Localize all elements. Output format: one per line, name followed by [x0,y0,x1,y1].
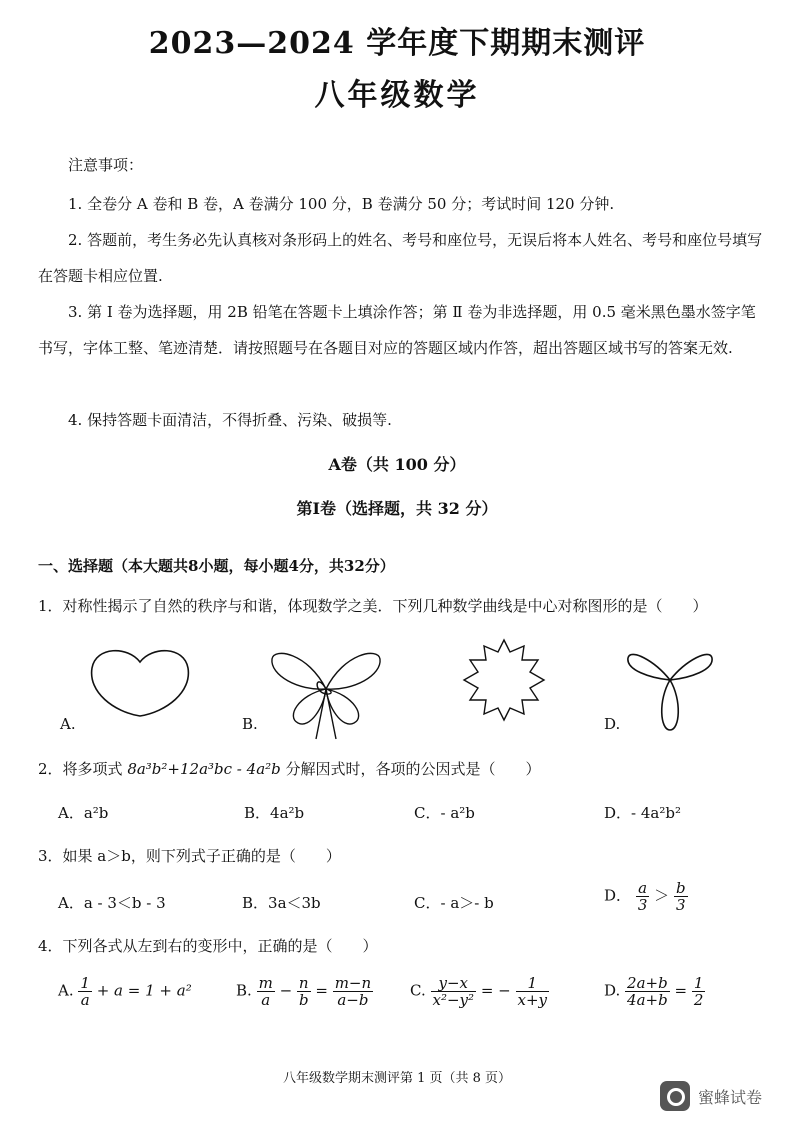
note-1: 1. 全卷分 A 卷和 B 卷，A 卷满分 100 分，B 卷满分 50 分；考试时间 120 分钟. [68,195,615,213]
note-2: 2. 答题前，考生务必先认真核对条形码上的姓名、考号和座位号，无误后将本人姓名、考号和座位号填写在答题卡相应位置. [38,231,763,285]
q4-option-a: A. $\frac{1}{a}$ + a = 1 + a² [58,974,192,1009]
cardioid-curve [88,640,192,720]
q4-a-rest: + a = 1 + a² [96,981,192,1000]
question-4-stem: 4．下列各式从左到右的变形中，正确的是（ ） [38,937,378,955]
q2-stem-pre: 2．将多项式 [38,760,128,778]
q3-option-a: A．a - 3＜b - 3 [58,894,166,912]
q4-option-d: D. $\frac{2a+b}{4a+b}$ = $\frac{1}{2}$ [604,974,704,1009]
watermark-logo-icon [660,1081,690,1111]
question-2-stem [38,758,541,779]
koch-snowflake [460,636,548,724]
q1-option-b-label: B. [242,715,258,733]
notes-heading: 注意事项： [68,156,144,174]
q2-option-a: A．a²b [58,804,109,822]
q3-option-b: B．3a＜3b [242,894,321,912]
exam-title: 2023—2024 学年度下期期末测评 [148,26,646,61]
q3-d-operator: ＞ [654,886,670,905]
q2-option-b: B．4a²b [244,804,305,822]
exam-subject: 八年级数学 [314,78,480,113]
q4-option-c: C. $\frac{y-x}{\text{x²−y²}}$ = − $\frac{1}{x+y}$ [410,974,548,1009]
q4-a-fraction: $\frac{1}{a}$ [80,974,90,1009]
q1-option-a-label: A. [60,715,76,733]
part-one-heading: 第Ⅰ卷（选择题，共 32 分） [296,499,498,518]
note-3: 3. 第 Ⅰ 卷为选择题，用 2B 铅笔在答题卡上填涂作答；第 Ⅱ 卷为非选择题，用 0.5 毫米黑色墨水签字笔书写，字体工整、笔迹清楚．请按照题号在各题目对应的答题区域内作答，超出答题区域书写的答案无效. [38,303,756,357]
watermark-text: 蜜蜂试卷 [698,1087,763,1107]
question-1-stem: 1．对称性揭示了自然的秩序与和谐，体现数学之美．下列几种数学曲线是中心对称图形的是（ ） [38,597,708,615]
page-footer: 八年级数学期末测评第 1 页（共 8 页） [282,1071,512,1086]
trefoil-curve [624,640,716,732]
q2-stem-post: 分解因式时，各项的公因式是（ ） [280,760,541,778]
q3-d-left-fraction: $\frac{a}{3}$ [637,879,648,914]
q4-option-b: B. $\frac{m}{a}$ − $\frac{n}{b}$ = $\frac{m-n}{a-b}$ [236,974,372,1009]
q2-option-d: D．- 4a²b² [604,804,681,822]
q3-d-right-fraction: $\frac{b}{3}$ [675,879,686,914]
q3-d-label: D． [604,886,632,905]
watermark [660,1081,762,1111]
q1-option-d-label: D. [604,715,621,733]
question-3-stem: 3．如果 a＞b，则下列式子正确的是（ ） [38,847,341,865]
q3-option-c: C．- a＞- b [414,894,494,912]
section-heading: 一、选择题（本大题共8小题，每小题4分，共32分） [38,557,395,575]
q3-option-d [604,880,688,913]
part-a-heading: A卷（共 100 分） [328,455,466,474]
q2-polynomial: 8a³b²+12a³bc - 4a²b [127,760,281,778]
butterfly-curve [268,645,384,741]
note-4: 4. 保持答题卡面清洁，不得折叠、污染、破损等. [68,411,392,429]
q2-option-c: C．- a²b [414,804,475,822]
